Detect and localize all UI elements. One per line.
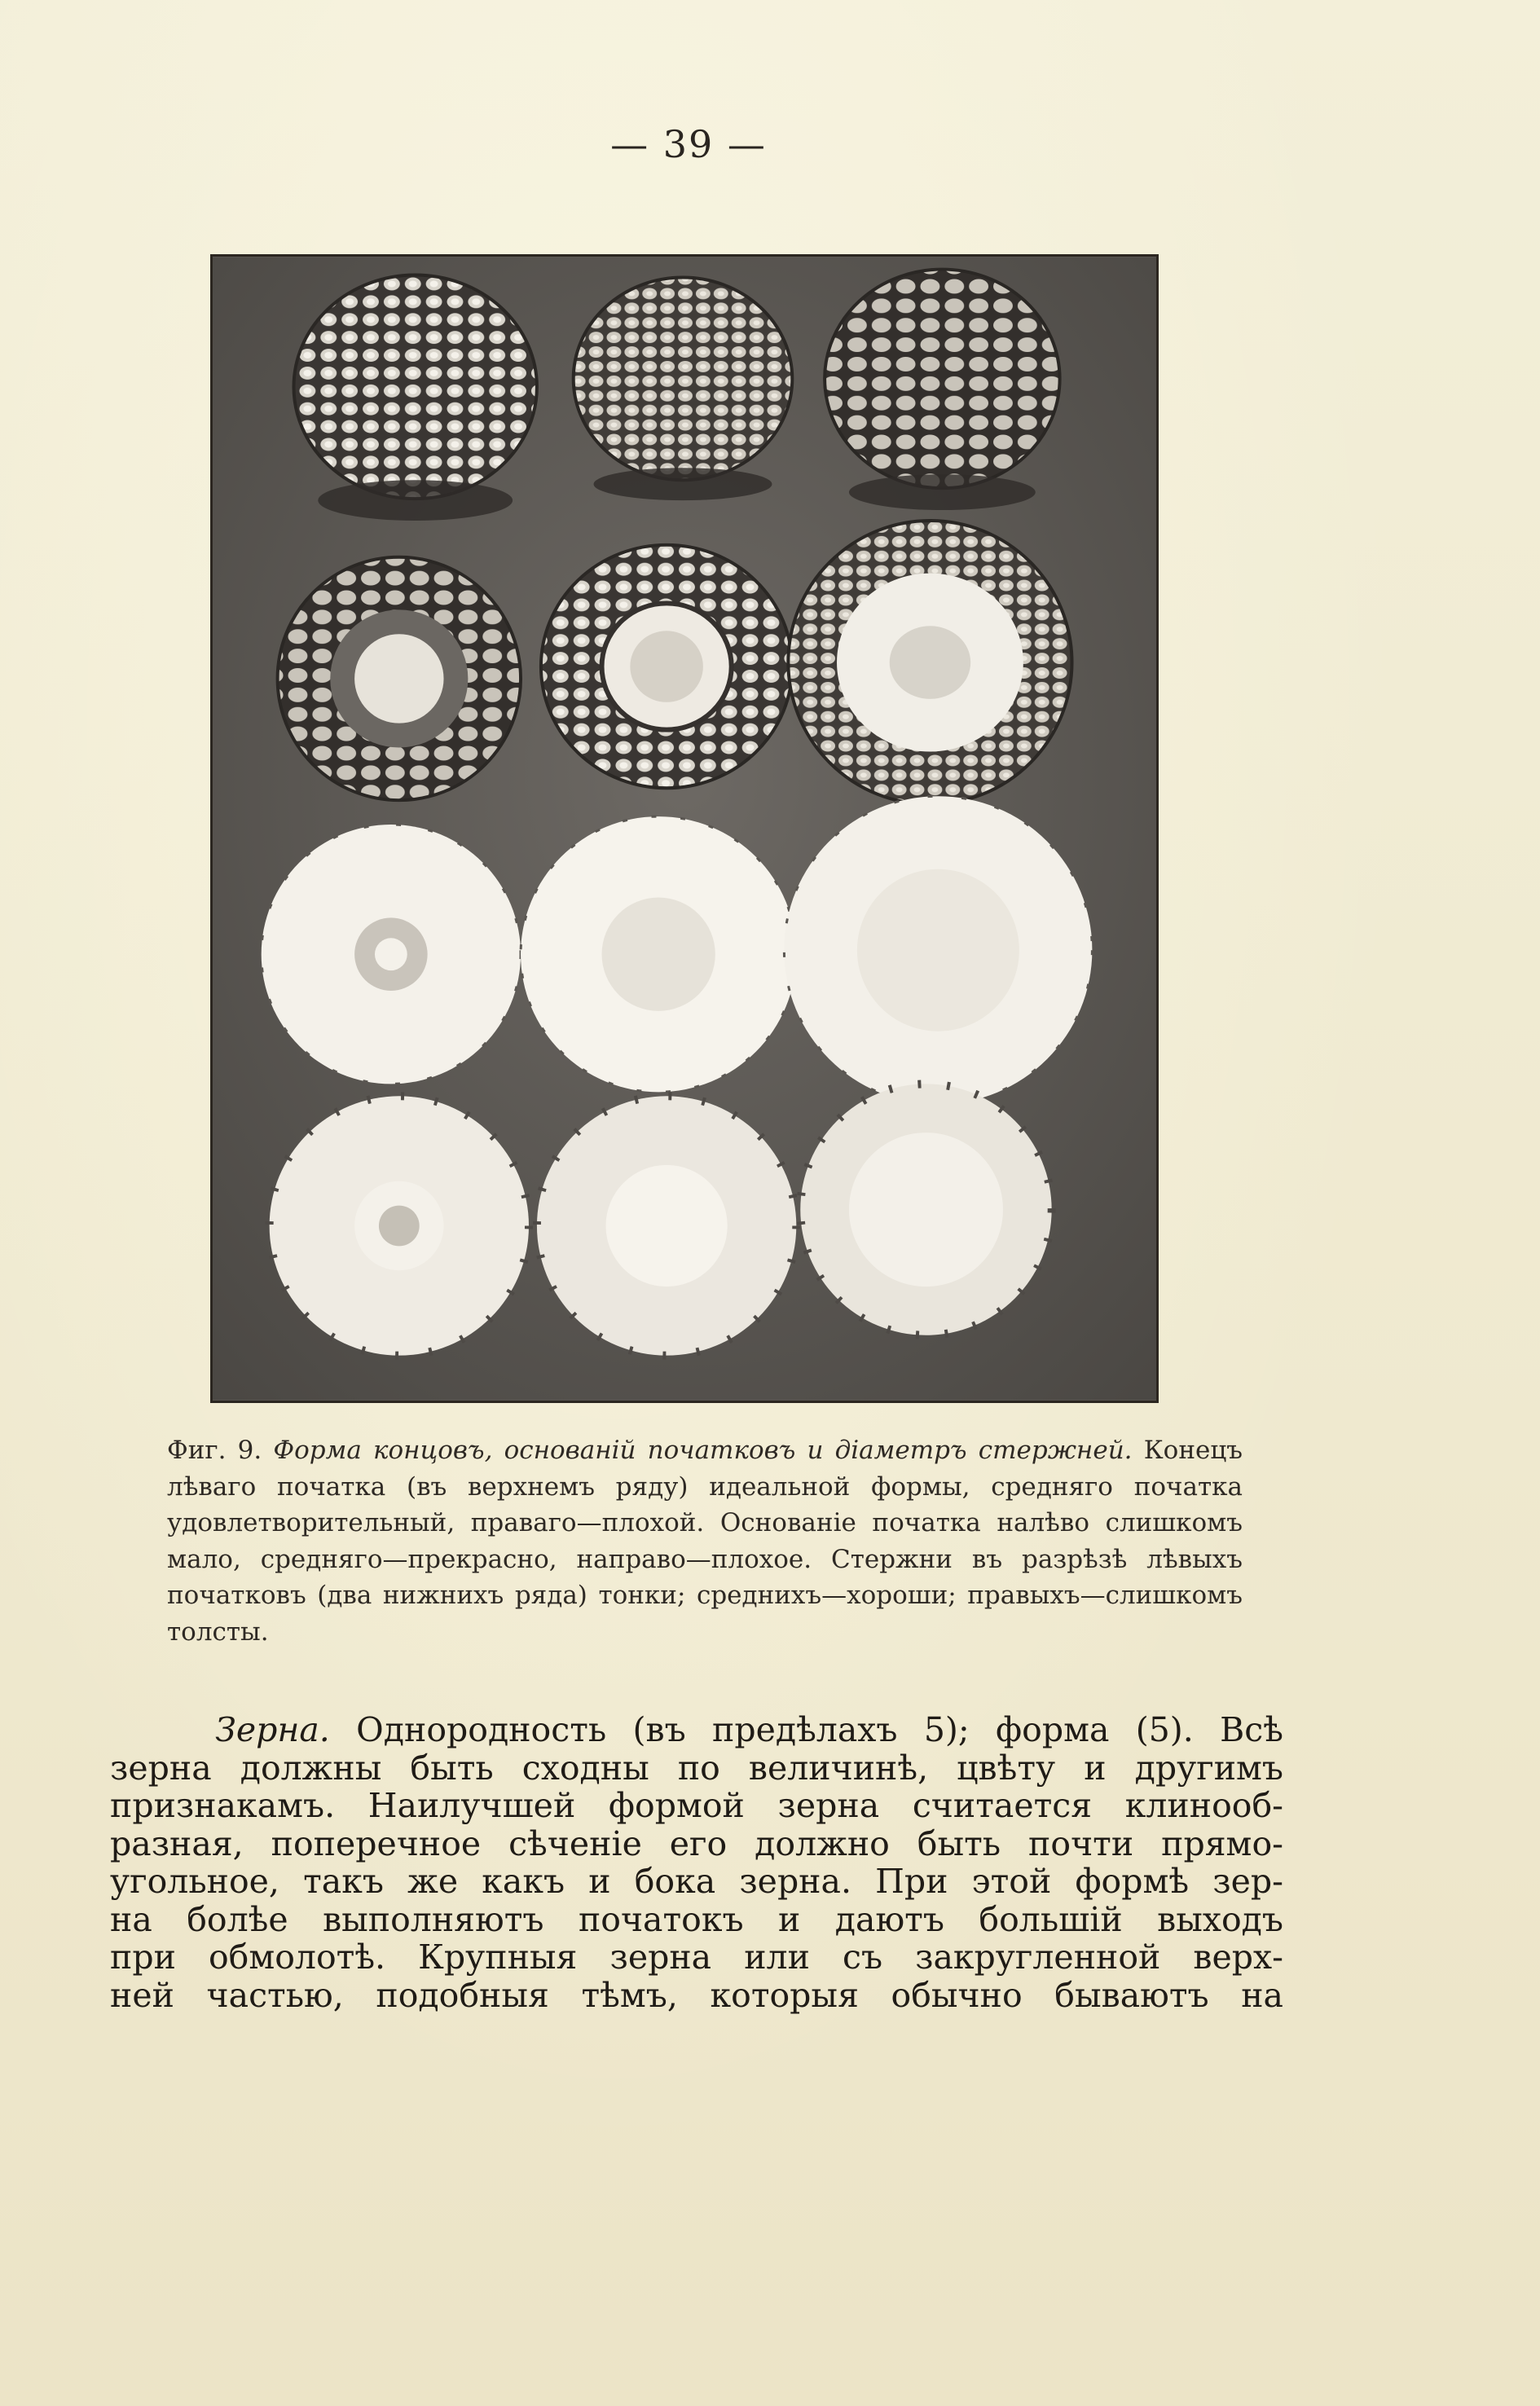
caption-label: Фиг. 9. [167,1436,262,1465]
cob-section-right [784,796,1092,1104]
cob-section-bottom-right [800,1084,1051,1335]
body-line-1: Зерна. Однородность (въ предѣлахъ 5); форма (5). Всѣ [215,1710,1283,1749]
cob-section-left [262,825,521,1084]
body-line-5: угольное, такъ же какъ и бока зерна. При этой формѣ зер- [110,1862,1283,1901]
body-line-3: признакамъ. Наилучшей формой зерна считается клинооб- [110,1786,1283,1825]
page-number: — 39 — [610,122,767,166]
body-line-7: при обмолотѣ. Крупныя зерна или съ закругленной верх- [110,1938,1283,1977]
body-lead: Зерна. [215,1710,330,1749]
body-paragraph [110,1711,1283,2014]
cob-butt-right [788,521,1071,804]
body-line-2: зерна должны быть сходны по величинѣ, цвѣту и другимъ [110,1748,1283,1788]
caption-title: Форма концовъ, основаній початковъ и діаметръ стержней. [273,1436,1133,1465]
body-line-8: ней частью, подобныя тѣмъ, которыя обычно бываютъ на [110,1975,1283,2015]
body-line-4: разная, поперечное сѣченіе его должно быть почти прямо- [110,1823,1283,1863]
cob-section-middle [521,816,796,1092]
caption-text: Конецъ лѣваго початка (въ верхнемъ ряду) идеальной формы, средняго початка удовлетворительный, праваго—плохой. Основаніе початка налѣво слишкомъ мало, средняго—прекрасно, направо—плохое. Стержни въ разрѣзѣ лѣвыхъ початковъ (два нижнихъ ряда) тонки; среднихъ—хороши; правыхъ—слишкомъ толсты. [167,1436,1243,1647]
cob-butt-middle [541,545,792,788]
figure-photo [210,254,1159,1403]
corn-cob-ends-photo [213,257,1156,1401]
body-line-6: на болѣе выполняютъ початокъ и даютъ большій выходъ [110,1899,1283,1939]
figure-caption [167,1432,1243,1650]
cob-section-bottom-left [270,1096,529,1355]
cob-section-bottom-middle [537,1096,796,1355]
cob-butt-left [278,557,521,800]
